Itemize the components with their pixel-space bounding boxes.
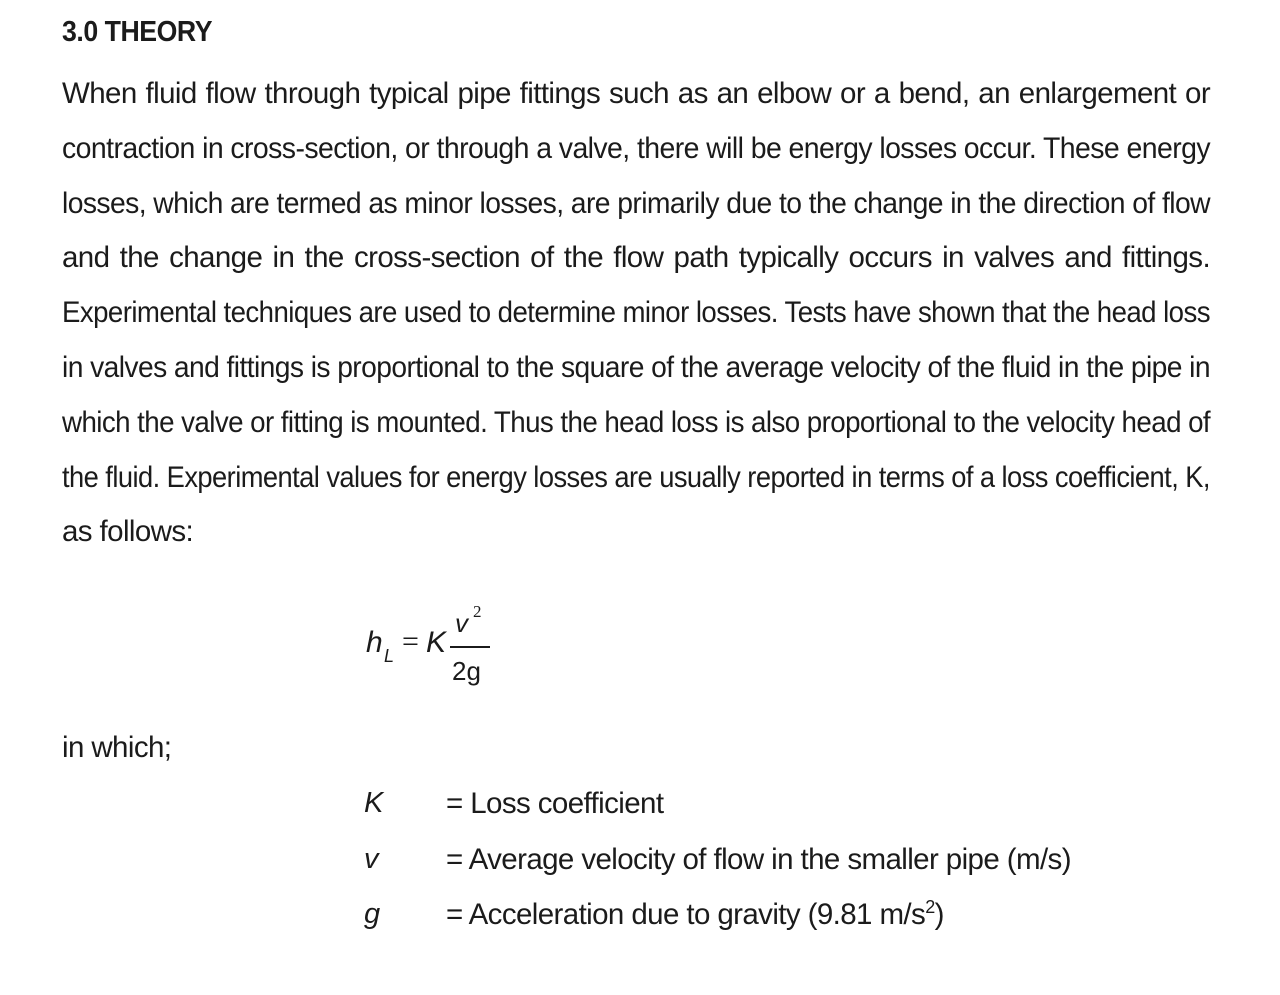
paragraph-line: and the change in the cross-section of the flow path typically occurs in valves and fittings. (62, 241, 1211, 275)
formula-numerator: v (455, 608, 468, 638)
definition-symbol: v (364, 843, 379, 875)
paragraph-line: When fluid flow through typical pipe fittings such as an elbow or a bend, an enlargement or (62, 77, 1211, 110)
paragraph-line: in valves and fittings is proportional to the square of the average velocity of the fluid in the pipe in (62, 350, 1210, 384)
formula-fraction-bar (450, 646, 490, 648)
paragraph-line: Experimental techniques are used to determine minor losses. Tests have shown that the head loss (62, 296, 1210, 330)
paragraph-line: contraction in cross-section, or through a valve, there will be energy losses occur. These energy (62, 131, 1210, 165)
paragraph-line: losses, which are termed as minor losses, are primarily due to the change in the direction of flow (62, 186, 1210, 220)
formula-equals: = (402, 625, 419, 658)
in-which-label: in which; (62, 731, 172, 764)
definition-text: = Average velocity of flow in the smaller pipe (m/s) (446, 843, 1071, 876)
definition-text-main: = Acceleration due to gravity (9.81 m/s (446, 898, 926, 931)
definition-text (446, 898, 944, 932)
formula-denominator: 2g (452, 656, 481, 686)
formula-lhs-subscript: L (384, 646, 395, 666)
section-heading: 3.0 THEORY (62, 16, 213, 48)
formula-lhs: h (366, 626, 383, 659)
formula-numerator-exponent: 2 (473, 602, 482, 621)
theory-paragraph (62, 67, 1210, 560)
definition-text-superscript: 2 (925, 897, 935, 918)
definition-text: = Loss coefficient (446, 787, 664, 820)
definition-text-end: ) (934, 898, 944, 931)
formula-coefficient: K (426, 626, 447, 659)
paragraph-line: which the valve or fitting is mounted. Thus the head loss is also proportional to the velocity head of (62, 405, 1211, 439)
head-loss-formula (366, 600, 506, 700)
definition-symbol: K (364, 787, 384, 819)
paragraph-line: the fluid. Experimental values for energy losses are usually reported in terms of a loss coefficient, K, (62, 460, 1210, 494)
paragraph-line: as follows: (62, 515, 194, 549)
definition-symbol: g (364, 898, 381, 930)
